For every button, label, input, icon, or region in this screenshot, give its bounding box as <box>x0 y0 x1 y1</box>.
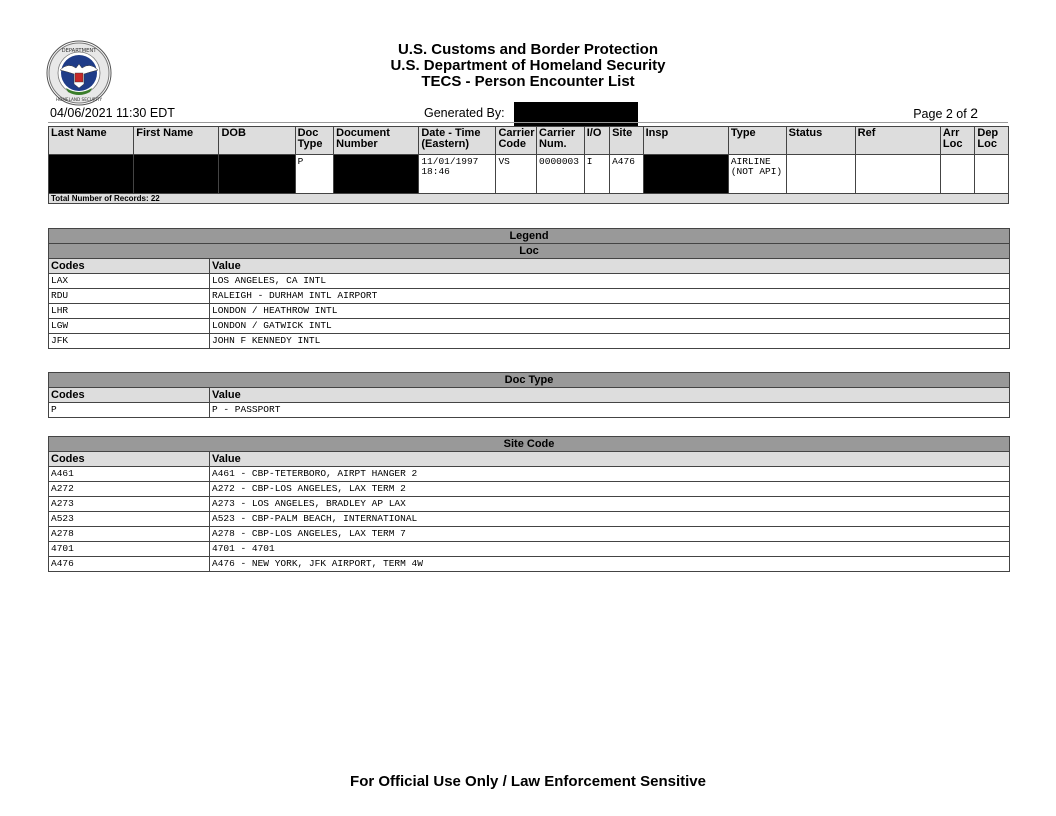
list-item <box>49 289 1010 304</box>
col-ref: Ref <box>855 127 940 155</box>
cell-date-time: 11/01/1997 18:46 <box>419 155 496 194</box>
col-first-name: First Name <box>134 127 219 155</box>
redacted-cell <box>134 155 219 194</box>
report-date: 04/06/2021 11:30 EDT <box>50 106 175 120</box>
cell-carrier-num: 0000003 <box>537 155 585 194</box>
legend-code: LHR <box>49 304 210 319</box>
redacted-cell <box>334 155 419 194</box>
table-row <box>49 155 1009 194</box>
cell-site: A476 <box>610 155 643 194</box>
title-report: TECS - Person Encounter List <box>421 73 635 90</box>
svg-text:DEPARTMENT: DEPARTMENT <box>61 48 97 54</box>
redacted-cell <box>643 155 728 194</box>
value-header: Value <box>210 259 1010 274</box>
legend-code: A523 <box>49 512 210 527</box>
value-header: Value <box>210 388 1010 403</box>
cell-io: I <box>584 155 609 194</box>
list-item <box>49 403 1010 418</box>
col-io: I/O <box>584 127 609 155</box>
cell-carrier-code: VS <box>496 155 537 194</box>
list-item <box>49 527 1010 542</box>
redacted-cell <box>219 155 295 194</box>
report-title-block <box>0 42 1056 90</box>
legend-code: A476 <box>49 557 210 572</box>
generated-by-label: Generated By: <box>424 106 505 120</box>
encounter-header-row <box>49 127 1009 155</box>
legend-loc-table <box>48 228 1010 349</box>
legend-value: LONDON / GATWICK INTL <box>210 319 1010 334</box>
legend-section-title: Loc <box>49 244 1010 259</box>
list-item <box>49 304 1010 319</box>
list-item <box>49 542 1010 557</box>
legend-code: A273 <box>49 497 210 512</box>
classification-footer: For Official Use Only / Law Enforcement Sensitive <box>350 773 706 790</box>
legend-value: LOS ANGELES, CA INTL <box>210 274 1010 289</box>
legend-code: A272 <box>49 482 210 497</box>
redacted-cell <box>49 155 134 194</box>
col-insp: Insp <box>643 127 728 155</box>
codes-header: Codes <box>49 388 210 403</box>
list-item <box>49 512 1010 527</box>
legend-value: P - PASSPORT <box>210 403 1010 418</box>
legend-code: LAX <box>49 274 210 289</box>
col-last-name: Last Name <box>49 127 134 155</box>
page-indicator <box>913 105 978 121</box>
legend-title: Legend <box>49 229 1010 244</box>
list-item <box>49 319 1010 334</box>
col-doc-type: Doc Type <box>295 127 334 155</box>
list-item <box>49 557 1010 572</box>
legend-value: A476 - NEW YORK, JFK AIRPORT, TERM 4W <box>210 557 1010 572</box>
cell-arr-loc <box>940 155 975 194</box>
legend-code: A461 <box>49 467 210 482</box>
cell-ref <box>855 155 940 194</box>
col-date-time: Date - Time (Eastern) <box>419 127 496 155</box>
legend-value: LONDON / HEATHROW INTL <box>210 304 1010 319</box>
page-total: 2 <box>970 105 978 121</box>
legend-code: A278 <box>49 527 210 542</box>
codes-header: Codes <box>49 259 210 274</box>
legend-doc-type-table <box>48 372 1010 418</box>
col-carrier-code: Carrier Code <box>496 127 537 155</box>
list-item <box>49 467 1010 482</box>
col-type: Type <box>728 127 786 155</box>
col-carrier-num: Carrier Num. <box>537 127 585 155</box>
legend-code: 4701 <box>49 542 210 557</box>
cell-type: AIRLINE (NOT API) <box>728 155 786 194</box>
col-document-number: Document Number <box>334 127 419 155</box>
svg-text:HOMELAND SECURITY: HOMELAND SECURITY <box>55 97 103 102</box>
legend-section-title: Site Code <box>49 437 1010 452</box>
title-agency: U.S. Customs and Border Protection <box>397 41 659 58</box>
legend-code: JFK <box>49 334 210 349</box>
page-label: Page 2 of <box>913 107 967 121</box>
value-header: Value <box>210 452 1010 467</box>
list-item <box>49 334 1010 349</box>
legend-value: A278 - CBP-LOS ANGELES, LAX TERM 7 <box>210 527 1010 542</box>
legend-value: A272 - CBP-LOS ANGELES, LAX TERM 2 <box>210 482 1010 497</box>
legend-value: RALEIGH - DURHAM INTL AIRPORT <box>210 289 1010 304</box>
legend-section-title: Doc Type <box>49 373 1010 388</box>
legend-code: RDU <box>49 289 210 304</box>
total-records: Total Number of Records: 22 <box>49 194 1009 204</box>
list-item <box>49 482 1010 497</box>
legend-code: P <box>49 403 210 418</box>
legend-code: LGW <box>49 319 210 334</box>
meta-divider <box>48 122 1008 123</box>
legend-value: A523 - CBP-PALM BEACH, INTERNATIONAL <box>210 512 1010 527</box>
cell-dep-loc <box>975 155 1009 194</box>
legend-value: A461 - CBP-TETERBORO, AIRPT HANGER 2 <box>210 467 1010 482</box>
col-site: Site <box>610 127 643 155</box>
legend-site-code-table <box>48 436 1010 572</box>
codes-header: Codes <box>49 452 210 467</box>
title-department: U.S. Department of Homeland Security <box>390 57 666 74</box>
encounter-table <box>48 126 1009 204</box>
cell-status <box>786 155 855 194</box>
report-meta-row <box>48 104 1008 124</box>
legend-value: 4701 - 4701 <box>210 542 1010 557</box>
legend-value: JOHN F KENNEDY INTL <box>210 334 1010 349</box>
col-arr-loc: Arr Loc <box>940 127 975 155</box>
legend-value: A273 - LOS ANGELES, BRADLEY AP LAX <box>210 497 1010 512</box>
total-records-row <box>49 194 1009 204</box>
col-status: Status <box>786 127 855 155</box>
cell-doc-type: P <box>295 155 334 194</box>
col-dob: DOB <box>219 127 295 155</box>
list-item <box>49 274 1010 289</box>
list-item <box>49 497 1010 512</box>
col-dep-loc: Dep Loc <box>975 127 1009 155</box>
